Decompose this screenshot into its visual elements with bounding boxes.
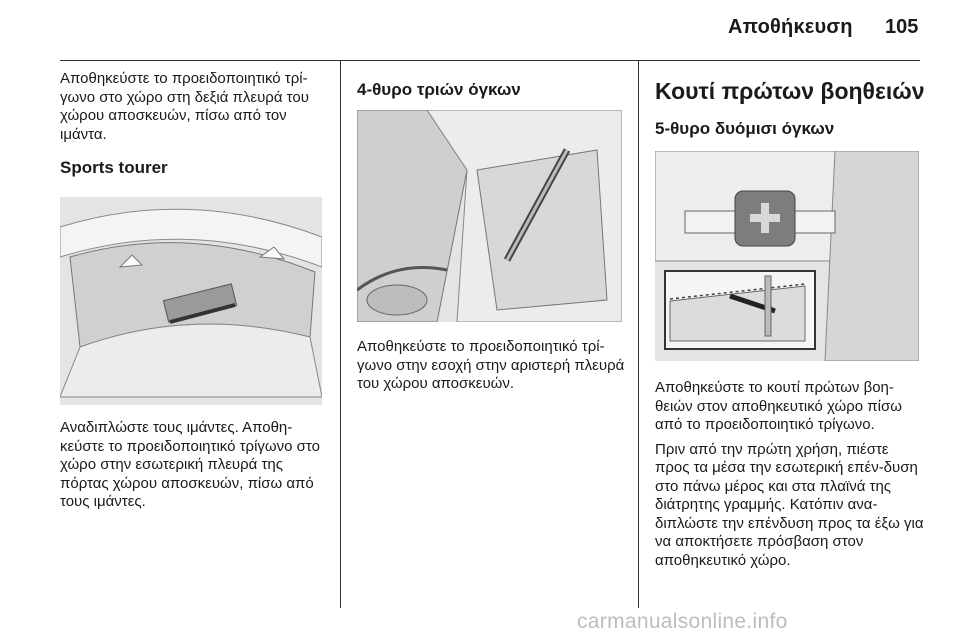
first-aid-section-title: Κουτί πρώτων βοηθειών: [655, 78, 925, 104]
page-number: 105: [885, 16, 919, 38]
hatchback-heading: 5-θυρο δυόμισι όγκων: [655, 119, 835, 138]
column-divider: [638, 60, 639, 608]
column-3: [655, 70, 925, 570]
tailgate-illustration: [60, 197, 322, 405]
column-1: [60, 70, 328, 512]
column-2: [357, 70, 627, 394]
intro-paragraph: Αποθηκεύστε το προειδοποιητικό τρί-γωνο στο χώρο στη δεξιά πλευρά του χώρου αποσκευών, πίσω από τον ιμάντα.: [60, 70, 309, 143]
first-aid-kit-illustration: [655, 151, 919, 361]
page-header-title: Αποθήκευση: [728, 16, 853, 38]
first-aid-paragraph-1: Αποθηκεύστε το κουτί πρώτων βοη-θειών στον αποθηκευτικό χώρο πίσω από το προειδοποιητικό τρίγωνο.: [655, 379, 902, 433]
first-aid-paragraph-2: Πριν από την πρώτη χρήση, πιέστε προς τα μέσα την εσωτερική επέν-δυση στο πάνω μέρος και στα πλαϊνά της διάτρητης γραμμής. Κατόπιν ανα-διπλώστε την επένδυση προς τα έξω για να αποκτήσετε πρόσβαση στον αποθηκευτικό χώρο.: [655, 440, 924, 569]
watermark: carmanualsonline.info: [577, 610, 788, 633]
header-rule: [60, 60, 920, 61]
sedan-heading: 4-θυρο τριών όγκων: [357, 80, 521, 99]
sedan-caption: Αποθηκεύστε το προειδοποιητικό τρί-γωνο στην εσοχή στην αριστερή πλευρά του χώρου αποσκευών.: [357, 338, 625, 392]
sports-tourer-caption: Αναδιπλώστε τους ιμάντες. Αποθη-κεύστε το προειδοποιητικό τρίγωνο στο χώρο στην εσωτερική πλευρά της πόρτας χώρου αποσκευών, πίσω από τους ιμάντες.: [60, 419, 320, 510]
sports-tourer-heading: Sports tourer: [60, 158, 168, 177]
column-divider: [340, 60, 341, 608]
trunk-illustration: [357, 110, 622, 322]
